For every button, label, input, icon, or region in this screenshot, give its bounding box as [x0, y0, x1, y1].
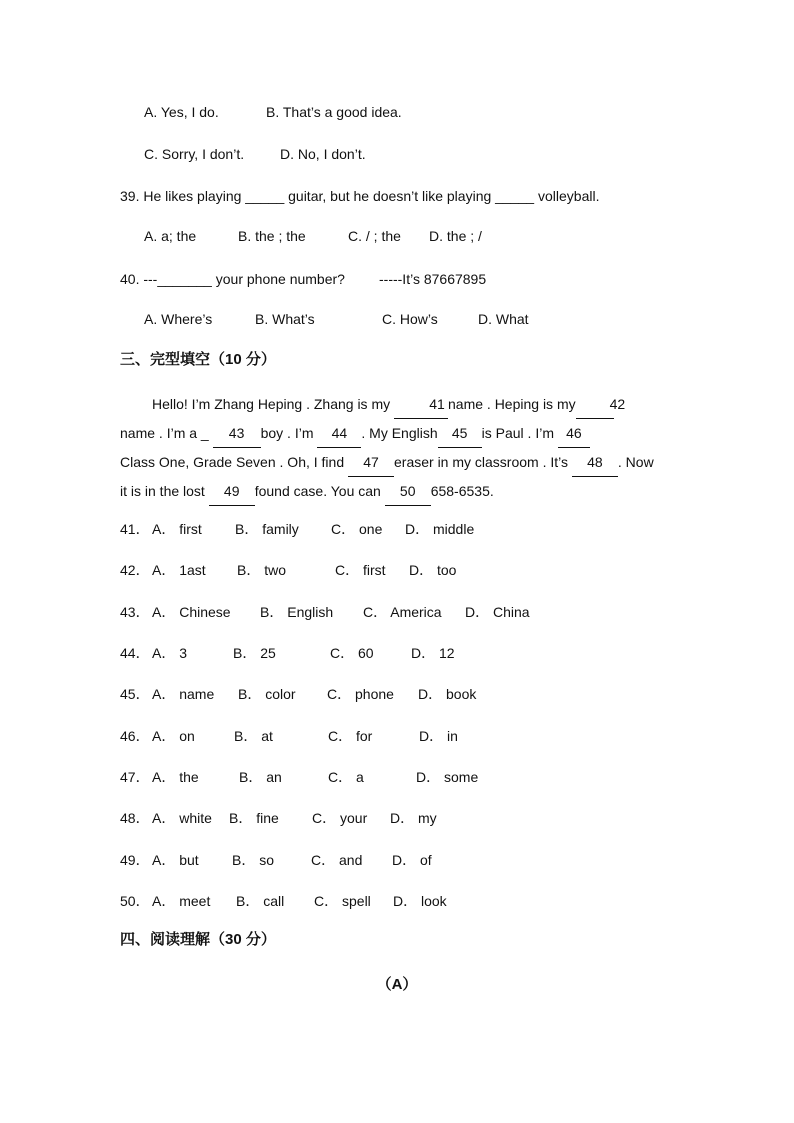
option-d: D． of [392, 852, 432, 868]
passage-line-2 [120, 419, 676, 448]
section-4-heading: 四、阅读理解（30 分） [120, 931, 276, 948]
question-number: 48． [120, 810, 150, 826]
option-c: C． for [328, 728, 373, 744]
answer-blank: _____ [245, 188, 285, 204]
passage-text: Hello! I’m Zhang Heping . Zhang is my [152, 396, 391, 412]
option-d: D. the ; / [429, 228, 482, 244]
option-a: A． name [152, 686, 215, 702]
question-text: your phone number? [211, 271, 345, 287]
option-a: A． first [152, 521, 202, 537]
option-c: C. Sorry, I don’t. [144, 146, 245, 162]
answer-blank: _____ [495, 188, 535, 204]
passage-line-4 [120, 477, 676, 506]
passage-text: . My English [361, 425, 438, 441]
question-number: 47． [120, 769, 150, 785]
option-b: B． color [238, 686, 296, 702]
option-a: A． 3 [152, 645, 188, 661]
blank-50: 50 [385, 477, 431, 506]
option-d: D． book [418, 686, 477, 702]
option-b: B. That’s a good idea. [266, 104, 402, 120]
option-c: C． spell [314, 893, 371, 909]
option-c: C． America [363, 604, 442, 620]
question-number: 45． [120, 686, 150, 702]
passage-line-1 [120, 390, 676, 419]
question-text: guitar, but he doesn’t like playing [284, 188, 496, 204]
option-a: A. Yes, I do. [144, 104, 219, 120]
option-a: A． the [152, 769, 199, 785]
option-c: C． first [335, 562, 386, 578]
blank-46: 46 [558, 419, 590, 448]
blank-48: 48 [572, 448, 618, 477]
blank-42: 42 [576, 390, 614, 419]
question-39 [120, 187, 599, 205]
blank-43: 43 [213, 419, 261, 448]
option-d: D． look [393, 893, 447, 909]
question-text: 39. He likes playing [120, 188, 246, 204]
blank-47: 47 [348, 448, 394, 477]
blank-41: 41 [394, 390, 448, 419]
option-a: A． meet [152, 893, 211, 909]
option-c: C. How’s [382, 311, 438, 327]
blank-44: 44 [317, 419, 361, 448]
option-b: B． fine [229, 810, 279, 826]
question-number: 41． [120, 521, 150, 537]
option-d: D． middle [405, 521, 475, 537]
question-number: 43． [120, 604, 150, 620]
question-text: 40. --- [120, 271, 158, 287]
question-number: 49． [120, 852, 150, 868]
passage-text: boy . I’m [260, 425, 318, 441]
option-a: A. a; the [144, 228, 197, 244]
passage-text: . Now [617, 454, 654, 470]
question-text: volleyball. [534, 188, 600, 204]
question-number: 44． [120, 645, 150, 661]
passage-text: name . Heping is my [448, 396, 576, 412]
option-d: D． 12 [411, 645, 455, 661]
passage-text: is Paul . I’m [481, 425, 558, 441]
option-c: C． a [328, 769, 364, 785]
option-b: B． 25 [233, 645, 276, 661]
passage-line-3 [120, 448, 676, 477]
option-b: B． at [234, 728, 273, 744]
option-a: A． on [152, 728, 195, 744]
option-b: B． family [235, 521, 299, 537]
question-40-reply: -----It’s 87667895 [379, 271, 487, 287]
answer-blank: _______ [157, 271, 212, 287]
question-number: 42． [120, 562, 150, 578]
option-b: B. What’s [255, 311, 315, 327]
passage-text: it is in the lost [120, 483, 209, 499]
option-d: D． China [465, 604, 530, 620]
question-number: 46． [120, 728, 150, 744]
passage-text: 658-6535. [430, 483, 494, 499]
option-c: C. / ; the [348, 228, 401, 244]
option-a: A． Chinese [152, 604, 231, 620]
cloze-passage [120, 390, 676, 506]
passage-text: Class One, Grade Seven . Oh, I find [120, 454, 348, 470]
blank-45: 45 [438, 419, 482, 448]
section-3-heading: 三、完型填空（10 分） [120, 351, 276, 368]
option-c: C． one [331, 521, 383, 537]
option-d: D． too [409, 562, 457, 578]
option-a: A． but [152, 852, 199, 868]
option-d: D． in [419, 728, 458, 744]
option-c: C． your [312, 810, 368, 826]
option-b: B． call [236, 893, 285, 909]
option-d: D． my [390, 810, 437, 826]
question-number: 50． [120, 893, 150, 909]
option-b: B． English [260, 604, 334, 620]
option-d: D． some [416, 769, 479, 785]
option-b: B． two [237, 562, 287, 578]
option-b: B． so [232, 852, 275, 868]
option-d: D. No, I don’t. [280, 146, 366, 162]
passage-text: eraser in my classroom . It’s [394, 454, 572, 470]
passage-text: name . I’m a _ [120, 425, 213, 441]
subsection-a-heading: （A） [376, 976, 418, 993]
option-a: A. Where’s [144, 311, 213, 327]
option-a: A． white [152, 810, 212, 826]
passage-text: found case. You can [254, 483, 385, 499]
option-a: A． 1ast [152, 562, 206, 578]
option-d: D. What [478, 311, 529, 327]
option-b: B． an [239, 769, 282, 785]
option-b: B. the ; the [238, 228, 306, 244]
option-c: C． phone [327, 686, 394, 702]
blank-49: 49 [209, 477, 255, 506]
option-c: C． and [311, 852, 363, 868]
option-c: C． 60 [330, 645, 374, 661]
question-40 [120, 270, 345, 288]
